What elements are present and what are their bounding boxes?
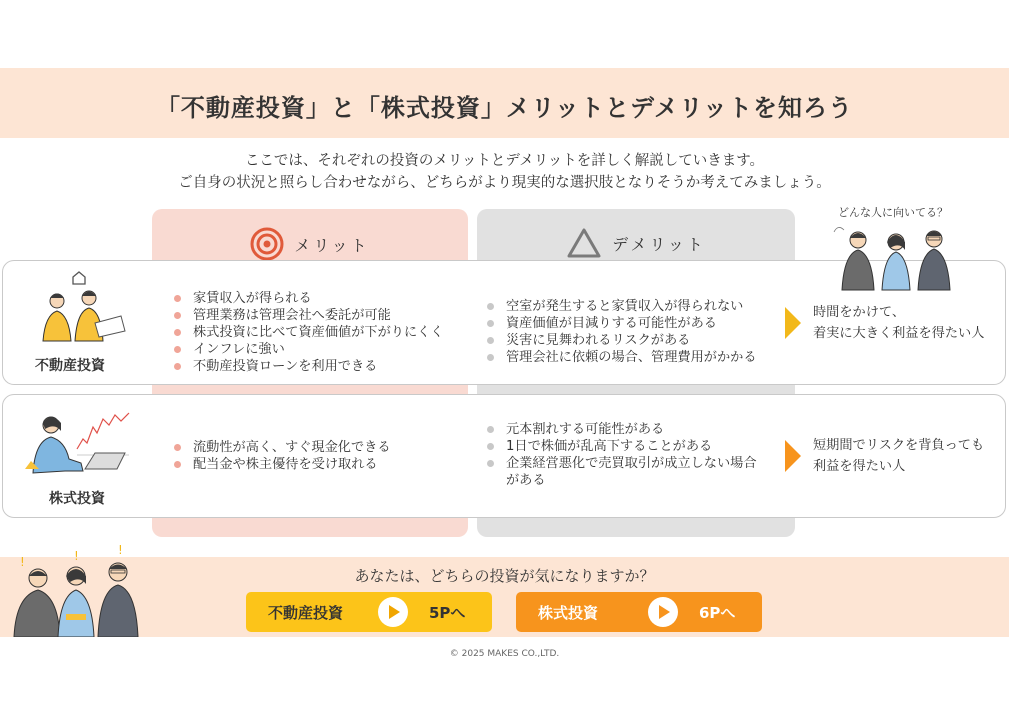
list-item: 流動性が高く、すぐ現金化できる bbox=[171, 439, 391, 456]
real-estate-page-button[interactable] bbox=[246, 592, 492, 632]
target-line-2: 着実に大きく利益を得たい人 bbox=[813, 326, 985, 341]
speech-bubble-text: どんな人に向いてる？ bbox=[838, 206, 948, 219]
button-label: 株式投資 bbox=[538, 603, 599, 622]
list-item: 家賃収入が得られる bbox=[171, 290, 444, 307]
title-band bbox=[0, 68, 1009, 138]
real-estate-label: 不動産投資 bbox=[35, 358, 105, 374]
merit-header bbox=[152, 227, 468, 261]
demerit-label: デメリット bbox=[612, 234, 706, 254]
real-estate-row bbox=[2, 260, 1006, 385]
real-estate-target bbox=[813, 302, 984, 344]
real-estate-merit-list bbox=[171, 290, 444, 375]
real-estate-demerit-list bbox=[484, 298, 757, 366]
intro-text bbox=[0, 150, 1009, 194]
real-estate-illustration bbox=[37, 271, 127, 346]
list-item: 災害に見舞われるリスクがある bbox=[484, 332, 757, 349]
merit-label: メリット bbox=[294, 235, 370, 255]
list-item: 空室が発生すると家賃収入が得られない bbox=[484, 298, 757, 315]
svg-text:!: ! bbox=[20, 555, 25, 569]
svg-text:!: ! bbox=[74, 549, 79, 563]
intro-line-1: ここでは、それぞれの投資のメリットとデメリットを詳しく解説していきます。 bbox=[244, 153, 765, 169]
target-line-1: 時間をかけて、 bbox=[813, 305, 906, 320]
stock-merit-list bbox=[171, 439, 391, 473]
list-item: 資産価値が目減りする可能性がある bbox=[484, 315, 757, 332]
stock-row bbox=[2, 394, 1006, 518]
button-label: 不動産投資 bbox=[268, 603, 344, 622]
list-item: 株式投資に比べて資産価値が下がりにくく bbox=[171, 324, 444, 341]
play-icon bbox=[378, 597, 408, 627]
svg-text:!: ! bbox=[118, 544, 123, 557]
stock-illustration bbox=[25, 409, 135, 479]
demerit-header bbox=[477, 227, 795, 259]
target-line-1: 短期間でリスクを背負っても bbox=[813, 438, 985, 453]
play-icon bbox=[648, 597, 678, 627]
triangle-icon bbox=[566, 227, 602, 259]
arrow-icon bbox=[785, 307, 801, 339]
list-item: 配当金や株主優待を受け取れる bbox=[171, 456, 391, 473]
list-item: 元本割れする可能性がある bbox=[484, 421, 757, 438]
list-item: 1日で株価が乱高下することがある bbox=[484, 438, 757, 455]
list-item: 企業経営悪化で売買取引が成立しない場合 bbox=[484, 455, 757, 472]
target-line-2: 利益を得たい人 bbox=[813, 459, 906, 474]
copyright: © 2025 MAKES CO.,LTD. bbox=[449, 649, 560, 659]
stock-page-button[interactable] bbox=[516, 592, 762, 632]
people-surprised-illustration bbox=[4, 544, 149, 637]
list-item: インフレに強い bbox=[171, 341, 444, 358]
arrow-icon bbox=[785, 440, 801, 472]
list-item: 不動産投資ローンを利用できる bbox=[171, 358, 444, 375]
page-title: 「不動産投資」と「株式投資」メリットとデメリットを知ろう bbox=[155, 94, 854, 122]
intro-line-2: ご自身の状況と照らし合わせながら、どちらがより現実的な選択肢となりそうか考えてみましょう。 bbox=[178, 175, 831, 191]
stock-target bbox=[813, 435, 984, 477]
list-item: 管理業務は管理会社へ委託が可能 bbox=[171, 307, 444, 324]
list-item-continued: がある bbox=[506, 473, 546, 488]
question-text: あなたは、どちらの投資が気になりますか？ bbox=[354, 567, 655, 585]
stock-label: 株式投資 bbox=[49, 491, 105, 507]
list-item: 管理会社に依頼の場合、管理費用がかかる bbox=[484, 349, 757, 366]
stock-demerit-list bbox=[484, 421, 757, 489]
button-page: 6Pへ bbox=[699, 603, 736, 622]
button-page: 5Pへ bbox=[429, 603, 466, 622]
target-icon bbox=[250, 227, 284, 261]
